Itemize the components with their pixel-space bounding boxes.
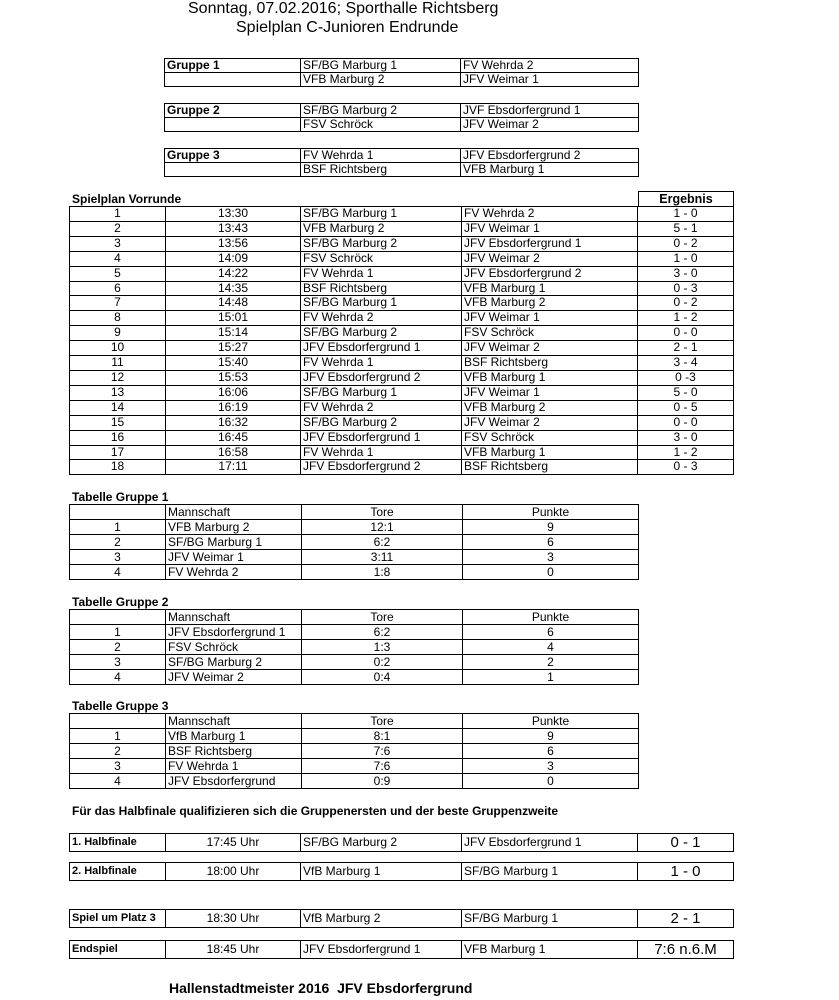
- home-team: BSF Richtsberg: [301, 281, 462, 296]
- table-row: [70, 640, 639, 655]
- final-result: 2 - 1: [638, 910, 734, 928]
- team-header: Mannschaft: [166, 505, 302, 520]
- points: 6: [463, 625, 639, 640]
- home-team: FV Wehrda 2: [301, 400, 462, 415]
- table-row: [70, 714, 639, 729]
- match-time: 15:27: [166, 341, 301, 356]
- match-number: 7: [70, 296, 166, 311]
- vorrunde-table: [69, 206, 734, 475]
- team-name: BSF Richtsberg: [166, 744, 302, 759]
- match-result: 0 - 0: [638, 415, 734, 430]
- goals: 1:3: [302, 640, 463, 655]
- match-number: 13: [70, 385, 166, 400]
- team-name: JFV Weimar 2: [166, 670, 302, 685]
- team-header: Mannschaft: [166, 610, 302, 625]
- standings-table-2: [69, 609, 639, 685]
- goals: 7:6: [302, 744, 463, 759]
- final-result: 1 - 0: [638, 863, 734, 881]
- home-team: JFV Ebsdorfergrund 1: [301, 430, 462, 445]
- match-number: 9: [70, 326, 166, 341]
- goals: 0:9: [302, 774, 463, 789]
- points: 6: [463, 535, 639, 550]
- rank: 1: [70, 729, 166, 744]
- away-team: VFB Marburg 1: [462, 281, 638, 296]
- match-number: 8: [70, 311, 166, 326]
- goals: 6:2: [302, 625, 463, 640]
- team-cell: JFV Weimar 2: [461, 118, 639, 132]
- match-result: 0 - 2: [638, 236, 734, 251]
- rank-header: [70, 714, 166, 729]
- rank: 3: [70, 655, 166, 670]
- goals: 8:1: [302, 729, 463, 744]
- away-team: JFV Ebsdorfergrund 2: [462, 266, 638, 281]
- match-number: 15: [70, 415, 166, 430]
- away-team: JFV Weimar 2: [462, 251, 638, 266]
- table-row: [70, 670, 639, 685]
- points-header: Punkte: [463, 714, 639, 729]
- away-team: JFV Weimar 2: [462, 341, 638, 356]
- home-team: VFB Marburg 2: [301, 221, 462, 236]
- match-number: 12: [70, 370, 166, 385]
- away-team: FSV Schröck: [462, 326, 638, 341]
- group-table-2: [164, 103, 639, 132]
- rank: 2: [70, 535, 166, 550]
- team-cell: VFB Marburg 2: [301, 73, 461, 87]
- home-team: VfB Marburg 1: [301, 863, 462, 881]
- home-team: JFV Ebsdorfergrund 1: [301, 941, 462, 959]
- group-table-3: [164, 148, 639, 177]
- home-team: SF/BG Marburg 2: [301, 415, 462, 430]
- home-team: FV Wehrda 1: [301, 356, 462, 371]
- table-row: [70, 774, 639, 789]
- team-header: Mannschaft: [166, 714, 302, 729]
- points: 0: [463, 774, 639, 789]
- match-time: 15:53: [166, 370, 301, 385]
- match-number: 11: [70, 356, 166, 371]
- qualify-note: Für das Halbfinale qualifizieren sich die Gruppenersten und der beste Gruppenzweite: [72, 804, 559, 818]
- away-team: VFB Marburg 1: [462, 445, 638, 460]
- page-subtitle: Spielplan C-Junioren Endrunde: [236, 19, 459, 36]
- table-row: [70, 910, 734, 928]
- group-name: Gruppe 2: [165, 104, 301, 118]
- final-table-1: [69, 833, 734, 852]
- rank: 4: [70, 565, 166, 580]
- match-number: 5: [70, 266, 166, 281]
- match-number: 1: [70, 207, 166, 222]
- home-team: SF/BG Marburg 1: [301, 385, 462, 400]
- match-result: 0 - 3: [638, 460, 734, 475]
- table-row: [165, 73, 639, 87]
- match-number: 4: [70, 251, 166, 266]
- team-cell: FV Wehrda 2: [461, 59, 639, 73]
- points: 3: [463, 759, 639, 774]
- match-result: 3 - 4: [638, 356, 734, 371]
- points-header: Punkte: [463, 610, 639, 625]
- empty-cell: [165, 73, 301, 87]
- standings-title-1: Tabelle Gruppe 1: [72, 490, 169, 504]
- home-team: JFV Ebsdorfergrund 2: [301, 370, 462, 385]
- final-label: Spiel um Platz 3: [70, 910, 166, 928]
- team-name: JFV Ebsdorfergrund: [166, 774, 302, 789]
- table-row: [70, 520, 639, 535]
- standings-title-3: Tabelle Gruppe 3: [72, 699, 169, 713]
- away-team: BSF Richtsberg: [462, 460, 638, 475]
- table-row: [70, 445, 734, 460]
- points: 9: [463, 520, 639, 535]
- match-result: 1 - 0: [638, 207, 734, 222]
- rank: 1: [70, 520, 166, 535]
- home-team: SF/BG Marburg 2: [301, 326, 462, 341]
- match-number: 16: [70, 430, 166, 445]
- match-number: 10: [70, 341, 166, 356]
- team-cell: SF/BG Marburg 1: [301, 59, 461, 73]
- match-number: 14: [70, 400, 166, 415]
- rank: 4: [70, 774, 166, 789]
- home-team: JFV Ebsdorfergrund 2: [301, 460, 462, 475]
- team-name: SF/BG Marburg 1: [166, 535, 302, 550]
- match-time: 17:11: [166, 460, 301, 475]
- table-row: [70, 505, 639, 520]
- table-row: [165, 163, 639, 177]
- rank: 4: [70, 670, 166, 685]
- away-team: JFV Weimar 2: [462, 415, 638, 430]
- home-team: FV Wehrda 1: [301, 266, 462, 281]
- team-cell: FV Wehrda 1: [301, 149, 461, 163]
- match-number: 3: [70, 236, 166, 251]
- table-row: [70, 863, 734, 881]
- match-time: 14:09: [166, 251, 301, 266]
- final-result: 0 - 1: [638, 834, 734, 852]
- goals-header: Tore: [302, 610, 463, 625]
- table-row: [165, 104, 639, 118]
- table-row: [70, 207, 734, 222]
- standings-title-2: Tabelle Gruppe 2: [72, 595, 169, 609]
- goals: 7:6: [302, 759, 463, 774]
- away-team: SF/BG Marburg 1: [462, 910, 638, 928]
- goals: 1:8: [302, 565, 463, 580]
- team-name: JFV Weimar 1: [166, 550, 302, 565]
- table-row: [70, 460, 734, 475]
- table-row: [165, 118, 639, 132]
- home-team: JFV Ebsdorfergrund 1: [301, 341, 462, 356]
- match-time: 15:40: [166, 356, 301, 371]
- match-time: 16:58: [166, 445, 301, 460]
- match-result: 3 - 0: [638, 266, 734, 281]
- group-table-1: [164, 58, 639, 87]
- table-row: [165, 149, 639, 163]
- team-name: FSV Schröck: [166, 640, 302, 655]
- points-header: Punkte: [463, 505, 639, 520]
- team-cell: SF/BG Marburg 2: [301, 104, 461, 118]
- table-row: [70, 610, 639, 625]
- table-row: [70, 744, 639, 759]
- final-time: 18:00 Uhr: [166, 863, 301, 881]
- team-cell: JFV Ebsdorfergrund 2: [461, 149, 639, 163]
- team-name: VfB Marburg 1: [166, 729, 302, 744]
- team-cell: JFV Weimar 1: [461, 73, 639, 87]
- rank: 3: [70, 550, 166, 565]
- table-row: [70, 941, 734, 959]
- table-row: [70, 296, 734, 311]
- match-time: 16:45: [166, 430, 301, 445]
- points: 0: [463, 565, 639, 580]
- match-time: 13:30: [166, 207, 301, 222]
- match-number: 2: [70, 221, 166, 236]
- table-row: [70, 655, 639, 670]
- table-row: [70, 370, 734, 385]
- away-team: JFV Weimar 1: [462, 385, 638, 400]
- home-team: SF/BG Marburg 2: [301, 236, 462, 251]
- match-result: 1 - 2: [638, 311, 734, 326]
- final-time: 18:30 Uhr: [166, 910, 301, 928]
- final-label: Endspiel: [70, 941, 166, 959]
- away-team: VFB Marburg 2: [462, 296, 638, 311]
- table-row: [70, 311, 734, 326]
- match-time: 16:32: [166, 415, 301, 430]
- table-row: [70, 415, 734, 430]
- away-team: VFB Marburg 2: [462, 400, 638, 415]
- team-cell: FSV Schröck: [301, 118, 461, 132]
- home-team: SF/BG Marburg 1: [301, 296, 462, 311]
- points: 4: [463, 640, 639, 655]
- goals-header: Tore: [302, 714, 463, 729]
- match-result: 0 - 3: [638, 281, 734, 296]
- standings-table-3: [69, 713, 639, 789]
- table-row: [70, 251, 734, 266]
- home-team: SF/BG Marburg 2: [301, 834, 462, 852]
- points: 9: [463, 729, 639, 744]
- table-row: [70, 236, 734, 251]
- match-result: 5 - 1: [638, 221, 734, 236]
- table-row: [70, 266, 734, 281]
- table-row: [70, 281, 734, 296]
- match-time: 16:19: [166, 400, 301, 415]
- match-result: 1 - 2: [638, 445, 734, 460]
- goals: 0:4: [302, 670, 463, 685]
- match-result: 0 -3: [638, 370, 734, 385]
- away-team: FV Wehrda 2: [462, 207, 638, 222]
- match-time: 15:14: [166, 326, 301, 341]
- final-time: 18:45 Uhr: [166, 941, 301, 959]
- team-name: FV Wehrda 1: [166, 759, 302, 774]
- rank-header: [70, 505, 166, 520]
- table-row: [70, 759, 639, 774]
- table-row: [70, 565, 639, 580]
- away-team: VFB Marburg 1: [462, 370, 638, 385]
- points: 3: [463, 550, 639, 565]
- match-result: 3 - 0: [638, 430, 734, 445]
- table-row: [70, 535, 639, 550]
- empty-cell: [165, 163, 301, 177]
- match-time: 16:06: [166, 385, 301, 400]
- rank: 1: [70, 625, 166, 640]
- match-result: 0 - 2: [638, 296, 734, 311]
- champion-line: Hallenstadtmeister 2016 JFV Ebsdorfergrund: [169, 980, 473, 996]
- home-team: FV Wehrda 2: [301, 311, 462, 326]
- away-team: FSV Schröck: [462, 430, 638, 445]
- away-team: JFV Ebsdorfergrund 1: [462, 236, 638, 251]
- points: 2: [463, 655, 639, 670]
- away-team: BSF Richtsberg: [462, 356, 638, 371]
- match-time: 14:48: [166, 296, 301, 311]
- vorrunde-title: Spielplan Vorrunde: [72, 192, 182, 206]
- standings-table-1: [69, 504, 639, 580]
- away-team: JFV Ebsdorfergrund 1: [462, 834, 638, 852]
- table-row: [70, 550, 639, 565]
- table-row: [70, 400, 734, 415]
- team-cell: BSF Richtsberg: [301, 163, 461, 177]
- home-team: FSV Schröck: [301, 251, 462, 266]
- rank: 3: [70, 759, 166, 774]
- table-row: [70, 326, 734, 341]
- table-row: [70, 729, 639, 744]
- match-result: 0 - 5: [638, 400, 734, 415]
- away-team: JFV Weimar 1: [462, 221, 638, 236]
- final-label: 2. Halbfinale: [70, 863, 166, 881]
- goals: 3:11: [302, 550, 463, 565]
- match-number: 6: [70, 281, 166, 296]
- goals-header: Tore: [302, 505, 463, 520]
- table-row: [70, 834, 734, 852]
- table-row: [70, 385, 734, 400]
- match-time: 13:43: [166, 221, 301, 236]
- team-cell: JVF Ebsdorfergrund 1: [461, 104, 639, 118]
- team-cell: VFB Marburg 1: [461, 163, 639, 177]
- match-number: 18: [70, 460, 166, 475]
- away-team: SF/BG Marburg 1: [462, 863, 638, 881]
- final-table-4: [69, 940, 734, 959]
- team-name: VFB Marburg 2: [166, 520, 302, 535]
- table-row: [70, 221, 734, 236]
- team-name: JFV Ebsdorfergrund 1: [166, 625, 302, 640]
- match-result: 2 - 1: [638, 341, 734, 356]
- rank: 2: [70, 640, 166, 655]
- points: 6: [463, 744, 639, 759]
- match-result: 1 - 0: [638, 251, 734, 266]
- match-time: 15:01: [166, 311, 301, 326]
- empty-cell: [165, 118, 301, 132]
- final-table-3: [69, 909, 734, 928]
- table-row: [70, 625, 639, 640]
- team-name: SF/BG Marburg 2: [166, 655, 302, 670]
- final-table-2: [69, 862, 734, 881]
- match-result: 5 - 0: [638, 385, 734, 400]
- match-time: 14:35: [166, 281, 301, 296]
- final-time: 17:45 Uhr: [166, 834, 301, 852]
- goals: 0:2: [302, 655, 463, 670]
- group-name: Gruppe 3: [165, 149, 301, 163]
- team-name: FV Wehrda 2: [166, 565, 302, 580]
- goals: 12:1: [302, 520, 463, 535]
- home-team: FV Wehrda 1: [301, 445, 462, 460]
- match-time: 14:22: [166, 266, 301, 281]
- goals: 6:2: [302, 535, 463, 550]
- match-result: 0 - 0: [638, 326, 734, 341]
- home-team: SF/BG Marburg 1: [301, 207, 462, 222]
- result-header: Ergebnis: [638, 191, 734, 206]
- table-row: [70, 430, 734, 445]
- table-row: [70, 341, 734, 356]
- match-time: 13:56: [166, 236, 301, 251]
- final-label: 1. Halbfinale: [70, 834, 166, 852]
- table-row: [165, 59, 639, 73]
- rank: 2: [70, 744, 166, 759]
- group-name: Gruppe 1: [165, 59, 301, 73]
- table-row: [70, 356, 734, 371]
- away-team: VFB Marburg 1: [462, 941, 638, 959]
- page-title: Sonntag, 07.02.2016; Sporthalle Richtsberg: [188, 0, 499, 17]
- rank-header: [70, 610, 166, 625]
- match-number: 17: [70, 445, 166, 460]
- home-team: VfB Marburg 2: [301, 910, 462, 928]
- away-team: JFV Weimar 1: [462, 311, 638, 326]
- final-result: 7:6 n.6.M: [638, 941, 734, 959]
- points: 1: [463, 670, 639, 685]
